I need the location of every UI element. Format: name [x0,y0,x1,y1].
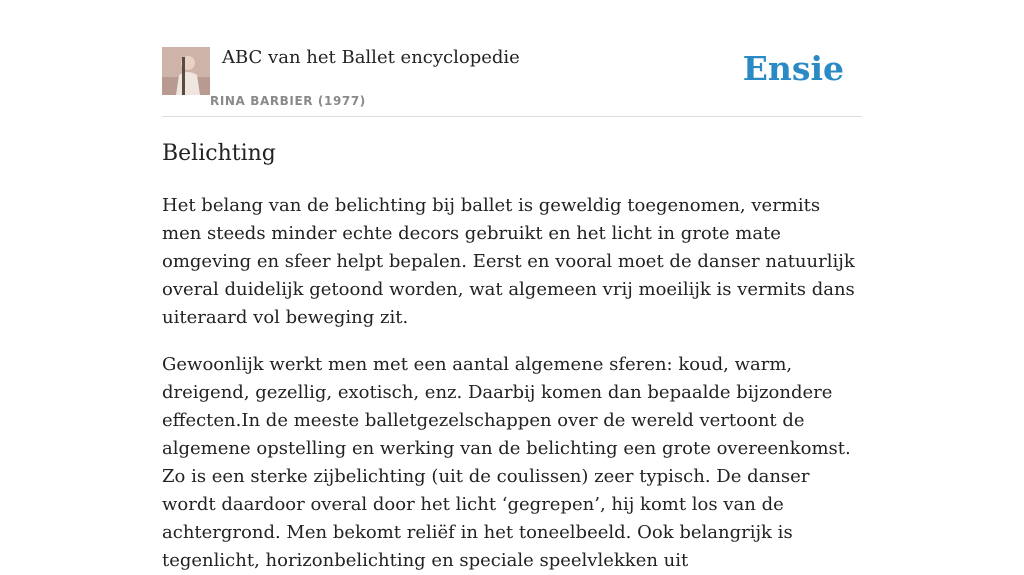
page-header [162,0,862,117]
author-credit[interactable]: RINA BARBIER (1977) [210,94,366,108]
avatar-image [162,47,210,95]
author-avatar[interactable] [162,47,210,95]
article-paragraph: Gewoonlijk werkt men met een aantal algemene sferen: koud, warm, dreigend, gezellig, exotisch, enz. Daarbij komen dan bepaalde bijzondere effecten.In de meeste balletgezelschappen over de wereld vertoont de algemene opstelling en werking van de belichting een grote overeenkomst. Zo is een sterke zijbelichting (uit de coulissen) zeer typisch. De danser wordt daardoor overal door het licht ‘gegrepen’, hij komt los van de achtergrond. Men bekomt reliëf in het toneelbeeld. Ook belangrijk is tegenlicht, horizonbelichting en speciale speelvlekken uit [162,354,851,571]
article-content [162,138,862,575]
article-paragraph: Het belang van de belichting bij ballet is geweldig toegenomen, vermits men steeds minder echte decors gebruikt en het licht in grote mate omgeving en sfeer helpt bepalen. Eerst en vooral moet de danser natuurlijk overal duidelijk getoond worden, wat algemeen vrij moeilijk is vermits dans uiteraard vol beweging zit. [162,195,855,328]
article-title: Belichting [162,141,276,166]
ensie-logo[interactable]: Ensie [742,49,844,88]
book-title[interactable]: ABC van het Ballet encyclopedie [222,47,520,68]
